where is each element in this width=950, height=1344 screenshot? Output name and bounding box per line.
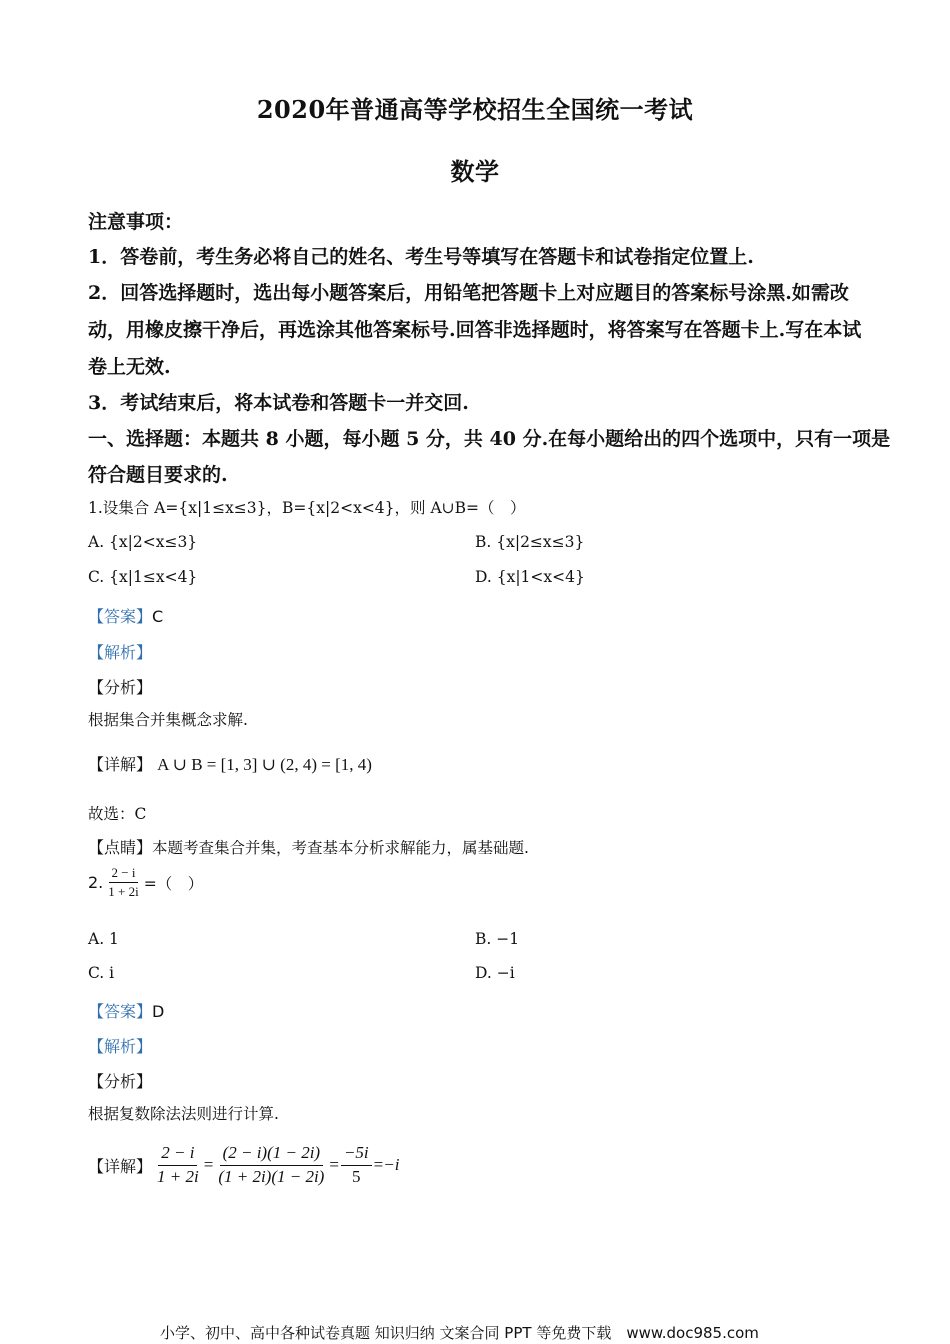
notice-item-2-line3: 卷上无效.	[88, 356, 171, 378]
answer-tag: 【答案】	[88, 1002, 153, 1021]
q2-option-c: C. i	[88, 964, 115, 982]
q1-stem: 1.设集合 A={x|1≤x≤3}，B={x|2<x<4}，则 A∪B=（ ）	[88, 499, 526, 517]
notice-heading: 注意事项：	[88, 211, 184, 233]
detail-tag: 【详解】	[88, 1156, 153, 1176]
detail-result: −i	[383, 1155, 400, 1175]
section-heading-line1: 一、选择题：本题共 8 小题，每小题 5 分，共 40 分.在每小题给出的四个选项中，只有一项是	[88, 428, 891, 450]
subject-title: 数学	[450, 157, 500, 186]
page-footer: 小学、初中、高中各种试卷真题 知识归纳 文案合同 PPT 等免费下载 www.doc985.com	[160, 1324, 759, 1342]
q1-comment	[88, 835, 529, 858]
frac-num: 2 − i	[158, 1144, 197, 1166]
frac-num: (2 − i)(1 − 2i)	[220, 1144, 324, 1166]
q2-fenxi-text: 根据复数除法法则进行计算.	[88, 1105, 279, 1123]
notice-item-2-line1: 2．回答选择题时，选出每小题答案后，用铅笔把答题卡上对应题目的答案标号涂黑.如需改	[88, 282, 849, 304]
q2-option-b: B. −1	[475, 930, 520, 948]
equals-sign: =	[203, 1155, 214, 1175]
q1-fenxi-text: 根据集合并集概念求解.	[88, 711, 248, 729]
detail-frac-2	[215, 1144, 327, 1186]
q2-tail: =（ ）	[143, 874, 204, 893]
q1-choose: 故选：C	[88, 805, 147, 823]
q2-option-a: A. 1	[88, 930, 119, 948]
comment-text: 本题考查集合并集，考查基本分析求解能力，属基础题.	[152, 839, 529, 857]
q1-analysis-tag: 【解析】	[88, 643, 153, 662]
q2-fraction	[105, 866, 141, 900]
q1-detail	[88, 752, 372, 775]
detail-math: A ∪ B = [1, 3] ∪ (2, 4) = [1, 4)	[157, 755, 372, 774]
q2-answer	[88, 999, 164, 1022]
detail-frac-3	[341, 1144, 372, 1186]
q2-option-d: D. −i	[475, 964, 515, 982]
q1-answer	[88, 604, 163, 627]
frac-num: −5i	[341, 1144, 372, 1166]
equals-sign: =	[329, 1155, 339, 1175]
q1-fenxi-tag: 【分析】	[88, 678, 153, 697]
notice-item-2-line2: 动，用橡皮擦干净后，再选涂其他答案标号.回答非选择题时，将答案写在答题卡上.写在本试	[88, 319, 862, 341]
q1-option-c: C. {x|1≤x<4}	[88, 568, 198, 586]
q2-frac-den: 1 + 2i	[108, 884, 139, 900]
q2-analysis-tag: 【解析】	[88, 1037, 153, 1056]
frac-den: 1 + 2i	[157, 1166, 199, 1186]
answer-tag: 【答案】	[88, 607, 153, 626]
answer-value: C	[152, 607, 164, 626]
answer-value: D	[152, 1002, 165, 1021]
q2-stem	[88, 866, 203, 900]
frac-den: (1 + 2i)(1 − 2i)	[218, 1166, 325, 1186]
page-title: 2020年普通高等学校招生全国统一考试	[256, 95, 694, 124]
q2-frac-num: 2 − i	[109, 866, 139, 883]
frac-den: 5	[352, 1166, 361, 1186]
detail-frac-1	[154, 1144, 202, 1186]
q1-option-d: D. {x|1<x<4}	[475, 568, 585, 586]
q2-detail	[88, 1144, 399, 1186]
q1-option-b: B. {x|2≤x≤3}	[475, 533, 585, 551]
notice-item-1: 1．答卷前，考生务必将自己的姓名、考生号等填写在答题卡和试卷指定位置上.	[88, 246, 754, 268]
comment-tag: 【点睛】	[88, 838, 153, 857]
detail-tag: 【详解】	[88, 755, 153, 774]
q2-fenxi-tag: 【分析】	[88, 1072, 153, 1091]
notice-item-3: 3．考试结束后，将本试卷和答题卡一并交回.	[88, 392, 469, 414]
section-heading-line2: 符合题目要求的.	[88, 464, 228, 486]
equals-sign: =	[373, 1155, 384, 1175]
q1-option-a: A. {x|2<x≤3}	[88, 533, 198, 551]
q2-number: 2.	[88, 873, 104, 893]
